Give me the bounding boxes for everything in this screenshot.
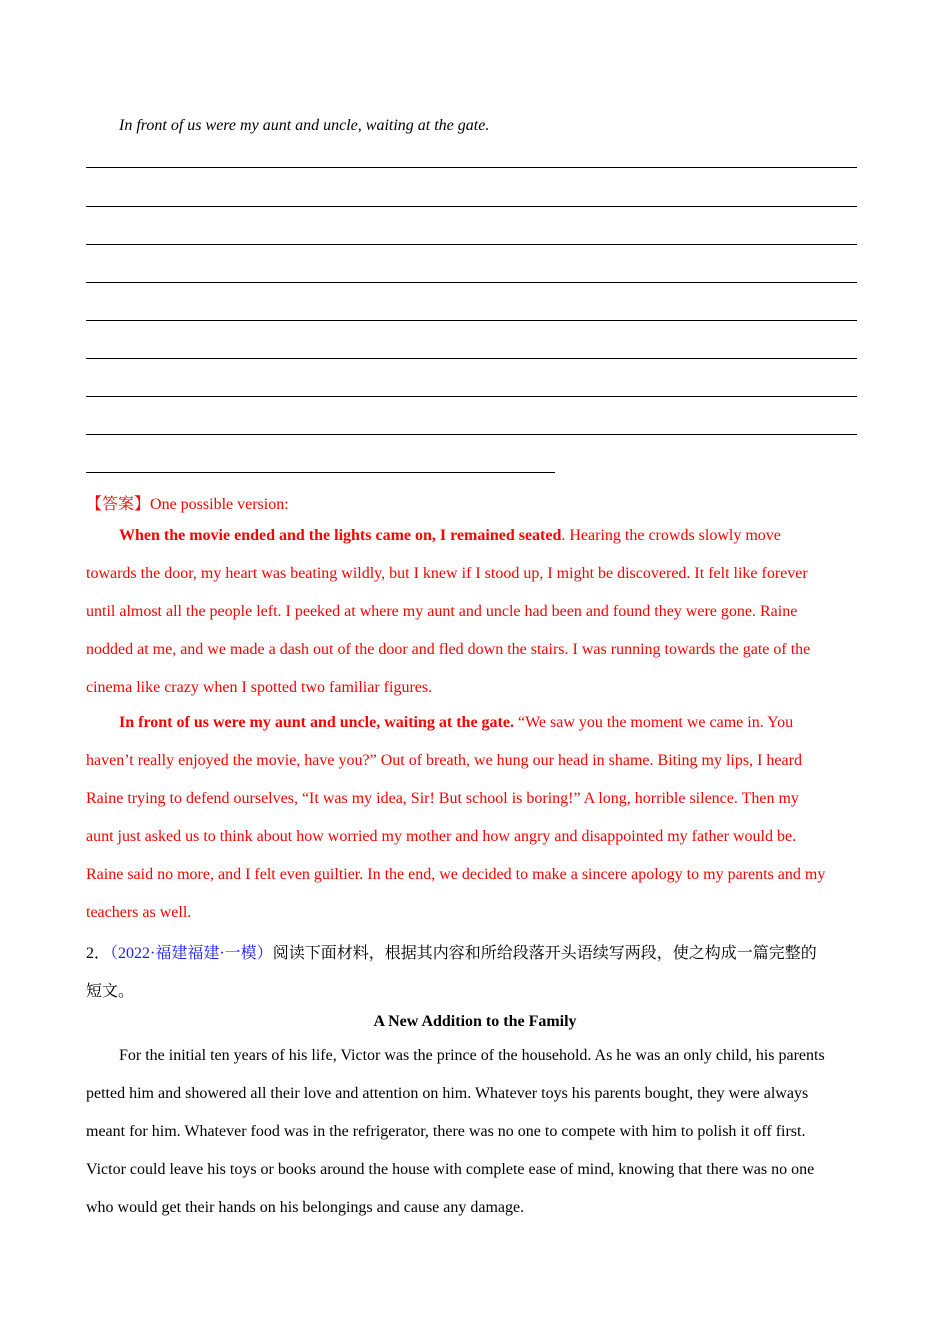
question-number: 2． xyxy=(86,945,111,962)
answer-p2-line: Raine said no more, and I felt even guiltier. In the end, we decided to make a sincere apology to my parents and my xyxy=(86,866,826,883)
passage-line: who would get their hands on his belongings and cause any damage. xyxy=(86,1199,525,1216)
answer-intro: One possible version: xyxy=(150,496,289,513)
answer-p1-line xyxy=(119,527,893,545)
answer-blank-line xyxy=(86,167,857,168)
passage-line: petted him and showered all their love and attention on him. Whatever toys his parents bought, they were always xyxy=(86,1085,809,1102)
answer-blank-line xyxy=(86,206,857,207)
answer-blank-line xyxy=(86,320,857,321)
passage-line: Victor could leave his toys or books around the house with complete ease of mind, knowing that there was no one xyxy=(86,1161,815,1178)
question-source: （2022·福建福建·一模） xyxy=(110,945,273,962)
answer-p1-bold: When the movie ended and the lights came on, I remained seated xyxy=(119,527,562,544)
continuation-prompt: In front of us were my aunt and uncle, waiting at the gate. xyxy=(119,117,490,134)
answer-p2-line: Raine trying to defend ourselves, “It was my idea, Sir! But school is boring!” A long, horrible silence. Then my xyxy=(86,790,799,807)
passage-line: For the initial ten years of his life, Victor was the prince of the household. As he was an only child, his parents xyxy=(119,1047,825,1064)
answer-p1-text: . Hearing the crowds slowly move xyxy=(561,527,781,544)
answer-blank-line xyxy=(86,396,857,397)
answer-blank-line xyxy=(86,434,857,435)
question-instruction-cont: 短文。 xyxy=(86,983,135,1000)
answer-p1-line: towards the door, my heart was beating wildly, but I knew if I stood up, I might be discovered. It felt like forever xyxy=(86,565,808,582)
passage-title: A New Addition to the Family xyxy=(373,1013,577,1030)
answer-p2-bold: In front of us were my aunt and uncle, waiting at the gate. xyxy=(119,714,514,731)
answer-label: 【答案】 xyxy=(86,496,151,513)
answer-blank-line-short xyxy=(86,472,555,473)
answer-p2-line xyxy=(119,714,893,732)
question-instruction: 阅读下面材料，根据其内容和所给段落开头语续写两段，使之构成一篇完整的 xyxy=(272,945,817,962)
answer-blank-line xyxy=(86,282,857,283)
passage-line: meant for him. Whatever food was in the refrigerator, there was no one to compete with him to polish it off first. xyxy=(86,1123,806,1140)
answer-p2-line: aunt just asked us to think about how worried my mother and how angry and disappointed my father would be. xyxy=(86,828,797,845)
answer-p1-line: cinema like crazy when I spotted two familiar figures. xyxy=(86,679,433,696)
answer-p1-line: nodded at me, and we made a dash out of the door and fled down the stairs. I was running towards the gate of the xyxy=(86,641,811,658)
answer-blank-line xyxy=(86,244,857,245)
question-2-heading xyxy=(86,940,860,963)
answer-heading xyxy=(86,491,860,514)
answer-blank-line xyxy=(86,358,857,359)
answer-p1-line: until almost all the people left. I peeked at where my aunt and uncle had been and found they were gone. Raine xyxy=(86,603,798,620)
answer-p2-line: teachers as well. xyxy=(86,904,192,921)
answer-p2-text: “We saw you the moment we came in. You xyxy=(513,714,794,731)
answer-p2-line: haven’t really enjoyed the movie, have you?” Out of breath, we hung our head in shame. Biting my lips, I heard xyxy=(86,752,802,769)
